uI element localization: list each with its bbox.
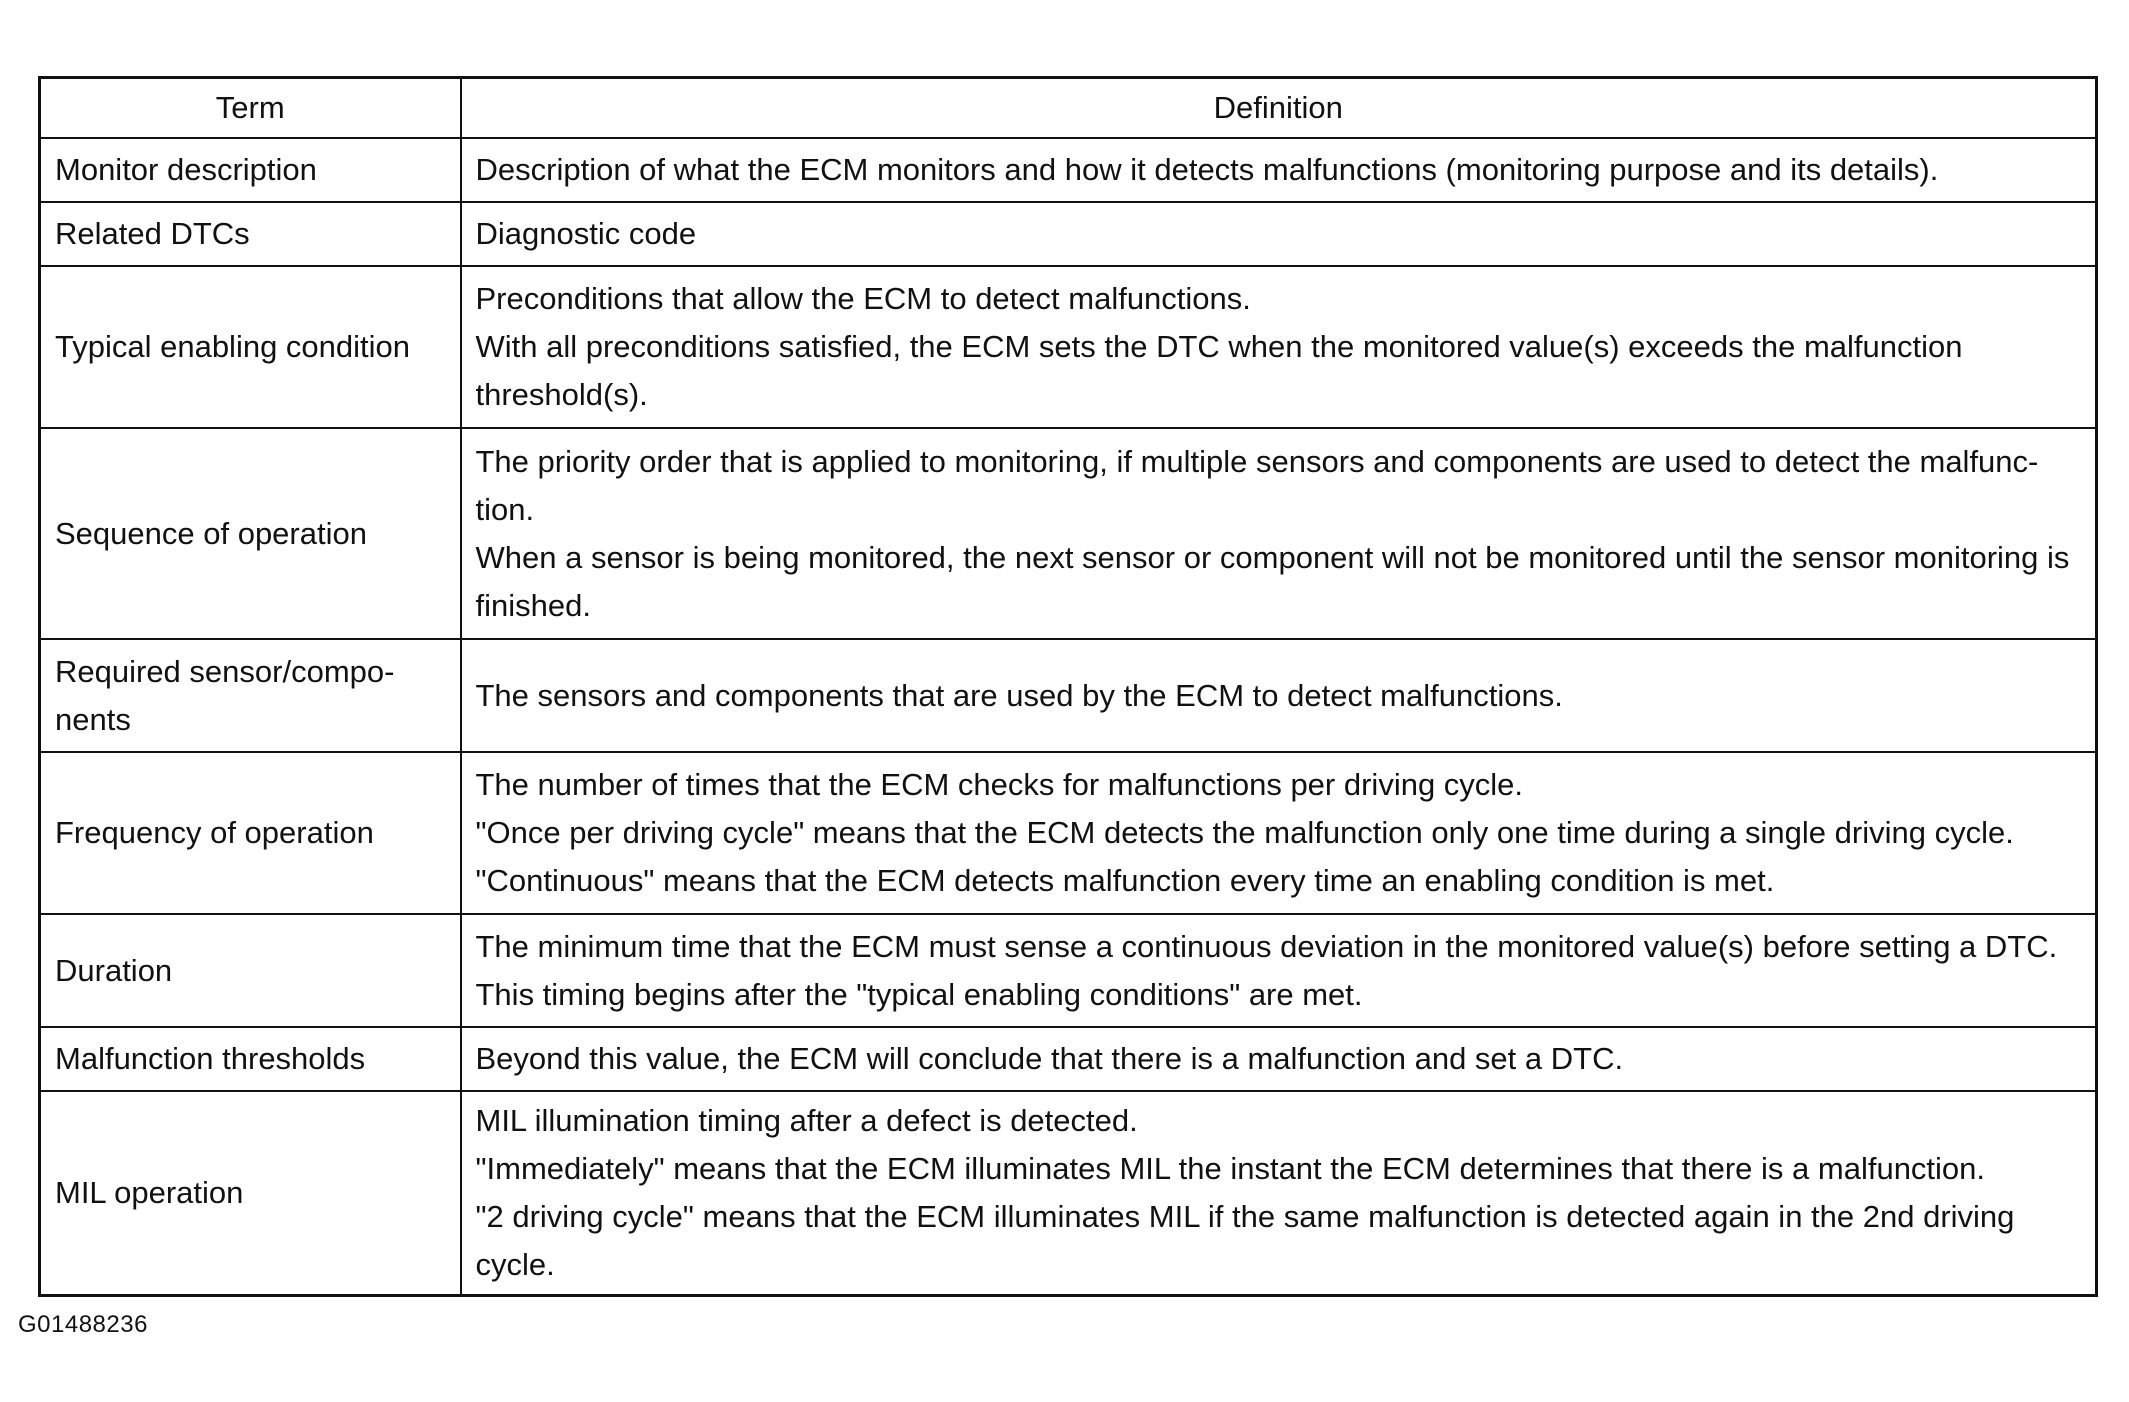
definition-line: The minimum time that the ECM must sense a continuous deviation in the monitored value(s) before setting a DTC. This timing begins after the "typical enabling conditions" are met. bbox=[475, 928, 2066, 1012]
definition-line: The number of times that the ECM checks for malfunctions per driving cycle. bbox=[475, 767, 1524, 802]
definition-cell bbox=[461, 914, 2097, 1027]
definition-cell bbox=[461, 138, 2097, 202]
definition-cell bbox=[461, 639, 2097, 752]
definition-line: The priority order that is applied to monitoring, if multiple sensors and components are used to detect the malfunc-tion. bbox=[475, 443, 2039, 527]
table-row bbox=[40, 1027, 2097, 1091]
definition-line: "2 driving cycle" means that the ECM illuminates MIL if the same malfunction is detected again in the 2nd driving cycle. bbox=[475, 1198, 2024, 1282]
term-cell: Monitor description bbox=[40, 138, 461, 202]
definition-cell bbox=[461, 752, 2097, 914]
table-row bbox=[40, 266, 2097, 428]
table-header bbox=[40, 78, 2097, 139]
table-row bbox=[40, 138, 2097, 202]
table-body bbox=[40, 138, 2097, 1295]
term-cell: Duration bbox=[40, 914, 461, 1027]
term-cell: Typical enabling condition bbox=[40, 266, 461, 428]
header-row bbox=[40, 78, 2097, 139]
header-definition: Definition bbox=[461, 78, 2097, 139]
term-cell: Frequency of operation bbox=[40, 752, 461, 914]
table-row bbox=[40, 1091, 2097, 1295]
definitions-table bbox=[38, 76, 2098, 1297]
header-term: Term bbox=[40, 78, 461, 139]
definition-line: When a sensor is being monitored, the next sensor or component will not be monitored until the sensor monitoring is finished. bbox=[475, 539, 2079, 623]
definition-line: Description of what the ECM monitors and how it detects malfunctions (monitoring purpose and its details). bbox=[475, 152, 1939, 187]
term-cell: Required sensor/compo-nents bbox=[40, 639, 461, 752]
table-row bbox=[40, 752, 2097, 914]
definition-line: Diagnostic code bbox=[475, 216, 697, 251]
term-cell: MIL operation bbox=[40, 1091, 461, 1295]
definition-cell bbox=[461, 1091, 2097, 1295]
definition-line: "Immediately" means that the ECM illuminates MIL the instant the ECM determines that there is a malfunction. bbox=[475, 1150, 1986, 1186]
definition-cell bbox=[461, 266, 2097, 428]
term-cell: Sequence of operation bbox=[40, 428, 461, 639]
definition-cell bbox=[461, 428, 2097, 639]
definition-line: The sensors and components that are used by the ECM to detect malfunctions. bbox=[475, 677, 1563, 713]
definition-line: "Once per driving cycle" means that the ECM detects the malfunction only one time during a single driving cycle. bbox=[475, 815, 2014, 850]
figure-id: G01488236 bbox=[18, 1311, 148, 1338]
table-row bbox=[40, 202, 2097, 266]
table-row bbox=[40, 914, 2097, 1027]
definition-line: Beyond this value, the ECM will conclude that there is a malfunction and set a DTC. bbox=[475, 1041, 1624, 1076]
term-cell: Related DTCs bbox=[40, 202, 461, 266]
definition-line: MIL illumination timing after a defect is detected. bbox=[475, 1102, 1138, 1138]
table-row bbox=[40, 428, 2097, 639]
table-row bbox=[40, 639, 2097, 752]
definition-line: With all preconditions satisfied, the ECM sets the DTC when the monitored value(s) exceeds the malfunction threshold(s). bbox=[475, 329, 1972, 412]
definition-cell bbox=[461, 202, 2097, 266]
definition-line: "Continuous" means that the ECM detects malfunction every time an enabling condition is met. bbox=[475, 863, 1775, 898]
term-cell: Malfunction thresholds bbox=[40, 1027, 461, 1091]
definition-line: Preconditions that allow the ECM to detect malfunctions. bbox=[475, 281, 1251, 316]
definition-cell bbox=[461, 1027, 2097, 1091]
